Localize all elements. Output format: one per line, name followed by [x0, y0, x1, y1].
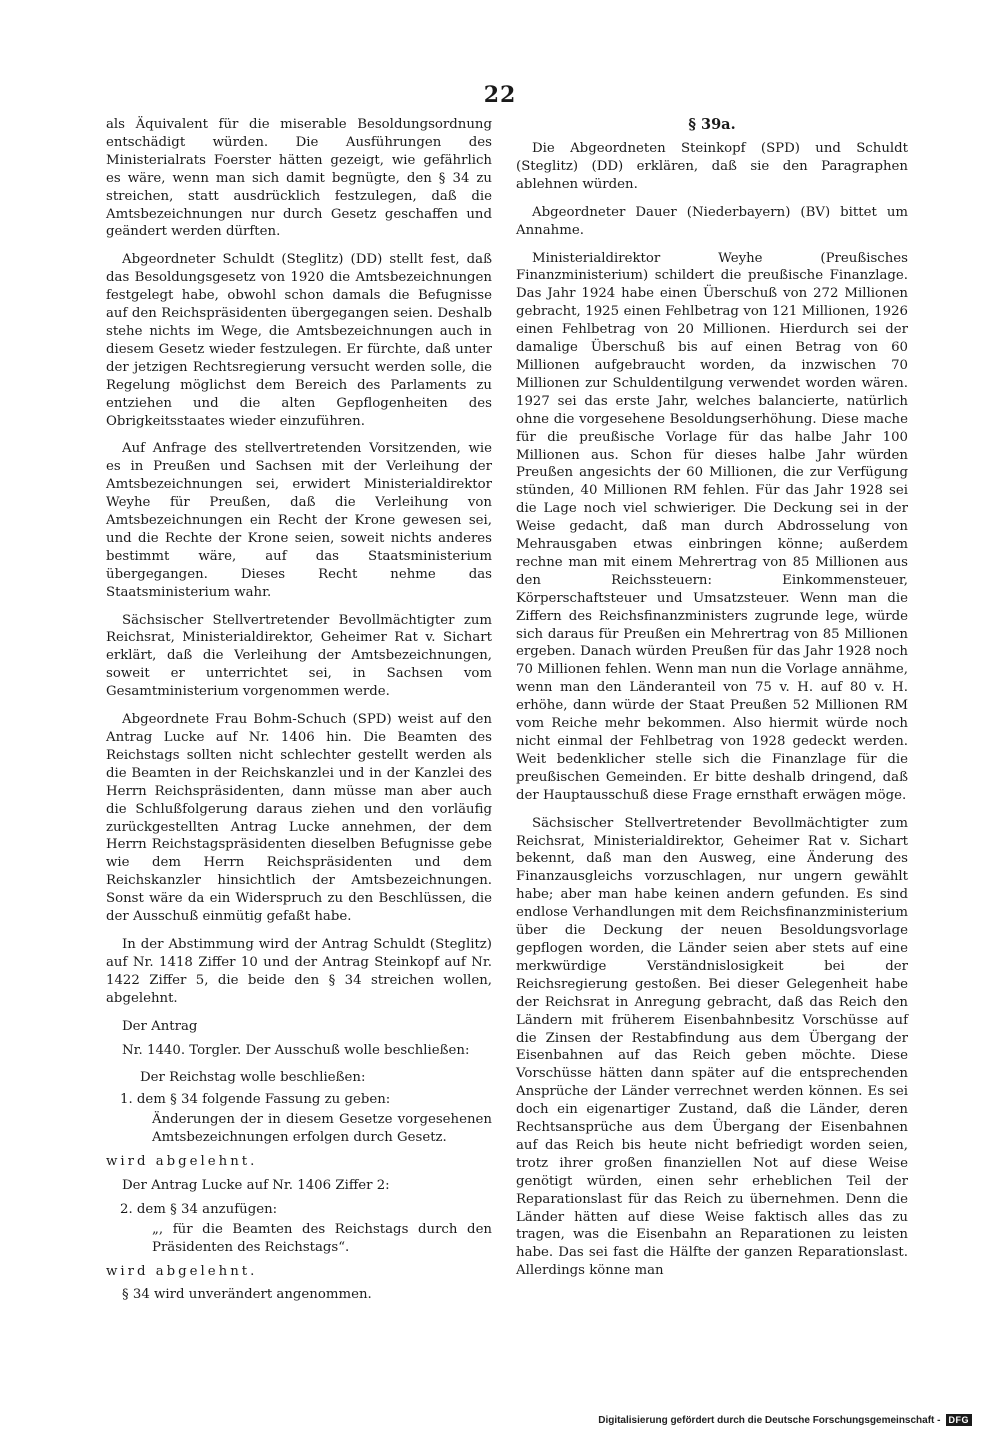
section-heading: § 39a.	[688, 116, 736, 133]
quote: „, für die Beamten des Reichstags durch den Präsidenten des Reichstags“.	[152, 1221, 492, 1255]
paragraph: Sächsischer Stellvertretender Bevollmächtigter zum Reichsrat, Ministerialdirektor, Geheimer Rat v. Sichart bekennt, daß man den Ausweg, eine Änderung des Finanzausgleichs vorzuschlagen, nur ungern gewählt habe; aber man habe keinen andern gefunden. Es sind endlose Verhandlungen mit dem Reichsfinanzministerium über die Deckung der neuen Besoldungsvorlage gepflogen worden, die Länder seien aber stets auf eine merkwürdige Verständnislosigkeit bei der Reichsregierung gestoßen. Bei dieser Gelegenheit habe der Reichsrat in Anregung gebracht, daß das Reich den Ländern mit früherem Eisenbahnbesitz Vorschüsse auf die Zinsen der Restabfindung aus dem Übergang der Eisenbahnen auf das Reich geben möchte. Diese Vorschüsse hätten dann später auf die entsprechenden Ansprüche der Länder verrechnet werden können. Es sei doch ein eigenartiger Zustand, daß die Länder, deren Rechtsansprüche aus dem Übergang der Eisenbahnen auf das Reich bis heute nicht befriedigt worden seien, trotz ihrer großen finanziellen Not auf diese Weise genötigt würden, einen sehr erheblichen Teil der Reparationslast für das Reich zu übernehmen. Denn die Länder hätten auf diese Weise faktisch alles das zu tragen, was die Eisenbahn an Reparationen zu leisten habe. Das sei fast die Hälfte der ganzen Reparationslast. Allerdings könne man	[516, 815, 908, 1279]
paragraph: In der Abstimmung wird der Antrag Schuldt (Steglitz) auf Nr. 1418 Ziffer 10 und der Antrag Steinkopf auf Nr. 1422 Ziffer 5, die beide den § 34 streichen wollen, abgelehnt.	[106, 936, 492, 1006]
dfg-logo-icon: DFG	[946, 1414, 973, 1426]
paragraph: Sächsischer Stellvertretender Bevollmächtigter zum Reichsrat, Ministerialdirektor, Geheimer Rat v. Sichart erklärt, daß die Verleihung der Amtsbezeichnungen, soweit er unterrichtet sei, in Sachsen vom Gesamtministerium vorgenommen werde.	[106, 612, 492, 700]
paragraph: Der Reichstag wolle beschließen:	[140, 1070, 366, 1086]
paragraph: Auf Anfrage des stellvertretenden Vorsitzenden, wie es in Preußen und Sachsen mit der Verleihung der Amtsbezeichnungen sei, erwidert Ministerialdirektor Weyhe für Preußen, daß die Verleihung von Amtsbezeichnungen ein Recht der Krone gewesen sei, und die Rechte der Krone seien, soweit nichts anderes bestimmt wäre, auf das Staatsministerium übergegangen. Dieses Recht nehme das Staatsministerium wahr.	[106, 441, 492, 600]
paragraph: Nr. 1440. Torgler. Der Ausschuß wolle beschließen:	[122, 1042, 470, 1058]
footer-text: Digitalisierung gefördert durch die Deutsche Forschungsgemeinschaft -	[598, 1414, 941, 1426]
right-column	[516, 116, 908, 1290]
quote: Änderungen der in diesem Gesetze vorgesehenen Amtsbezeichnungen erfolgen durch Gesetz.	[152, 1112, 492, 1146]
paragraph: Abgeordnete Frau Bohm-Schuch (SPD) weist auf den Antrag Lucke auf Nr. 1406 hin. Die Beamten des Reichstags sollten nicht schlechter gestellt werden als die Beamten in der Reichskanzlei und in der Kanzlei des Herrn Reichspräsidenten, dann müsse man aber auch die Schlußfolgerung daraus ziehen und den vorläufig zurückgestellten Antrag Lucke annehmen, der dem Herrn Reichstagspräsidenten dieselben Befugnisse gebe wie dem Herrn Reichspräsidenten und dem Reichskanzler hinsichtlich der Amtsbezeichnungen. Sonst wäre da ein Widerspruch zu den Beschlüssen, die der Ausschuß einmütig gefaßt habe.	[106, 712, 492, 925]
paragraph: Abgeordneter Dauer (Niederbayern) (BV) bittet um Annahme.	[516, 204, 908, 238]
page-number: 22	[483, 82, 517, 108]
paragraph: wird abgelehnt.	[106, 1154, 258, 1170]
paragraph: § 34 wird unverändert angenommen.	[122, 1287, 372, 1303]
paragraph: Die Abgeordneten Steinkopf (SPD) und Schuldt (Steglitz) (DD) erklären, daß sie den Paragraphen ablehnen würden.	[516, 141, 908, 192]
footer	[598, 1414, 972, 1426]
paragraph: Der Antrag	[122, 1018, 198, 1034]
paragraph: Ministerialdirektor Weyhe (Preußisches Finanzministerium) schildert die preußische Finanzlage. Das Jahr 1924 habe einen Überschuß von 272 Millionen gebracht, 1925 einen Fehlbetrag von 121 Millionen, 1926 einen Fehlbetrag von 20 Millionen. Hierdurch sei der damalige Überschuß bis auf einen Betrag von 60 Millionen aufgebraucht worden, da inzwischen 70 Millionen zur Schuldentilgung verwendet worden wären. 1927 sei das erste Jahr, welches balancierte, natürlich ohne die vorgesehene Besoldungserhöhung. Diese mache für die preußische Vorlage für das halbe Jahr 100 Millionen aus. Schon für dieses halbe Jahr würden Preußen angesichts der 60 Millionen, die zur Verfügung stünden, 40 Millionen RM fehlen. Für das Jahr 1928 sei die Lage noch viel schwieriger. Die Deckung sei in der Weise gedacht, daß man durch Abdrosselung von Mehrausgaben etwas einbringen könne; außerdem rechne man mit einem Mehrertrag von 85 Millionen aus den Reichssteuern: Einkommensteuer, Körperschaftsteuer und Umsatzsteuer. Wenn man die Ziffern des Reichsfinanzministers zugrunde lege, würde sich daraus für Preußen ein Mehrertrag von 85 Millionen ergeben. Danach würden Preußen für das Jahr 1928 noch 70 Millionen fehlen. Wenn man nun die Vorlage annähme, wenn man den Länderanteil von 75 v. H. auf 80 v. H. erhöhe, dann würde der Staat Preußen 52 Millionen RM vom Reiche mehr bekommen. Also hiermit würde noch nicht einmal der Fehlbetrag von 1928 gedeckt werden. Weit bedenklicher stelle sich die Finanzlage für die preußischen Gemeinden. Er bitte deshalb dringend, daß der Hauptausschuß diese Frage ernsthaft erwägen möge.	[516, 250, 908, 803]
paragraph: Abgeordneter Schuldt (Steglitz) (DD) stellt fest, daß das Besoldungsgesetz von 1920 die Amtsbezeichnungen festgelegt habe, obwohl schon damals die Befugnisse auf den Reichspräsidenten übergegangen seien. Deshalb stehe nichts im Wege, die Amtsbezeichnungen auch in diesem Gesetz wieder festzulegen. Er fürchte, daß unter der jetzigen Rechtsregierung versucht werden solle, die Regelung möglichst dem Bereich des Parlaments zu entziehen und die alten Gepflogenheiten des Obrigkeitsstaates wieder einzuführen.	[106, 252, 492, 429]
list-item: 2. dem § 34 anzufügen:	[120, 1201, 278, 1217]
left-column	[106, 116, 492, 1310]
paragraph: als Äquivalent für die miserable Besoldungsordnung entschädigt würden. Die Ausführungen des Ministerialrats Foerster hätten gezeigt, wie gefährlich es wäre, wenn man sich damit begnügte, den § 34 zu streichen, statt ausdrücklich festzulegen, daß die Amtsbezeichnungen nur durch Gesetz geschaffen und geändert werden dürften.	[106, 117, 492, 240]
list-item: 1. dem § 34 folgende Fassung zu geben:	[120, 1092, 391, 1108]
paragraph: Der Antrag Lucke auf Nr. 1406 Ziffer 2:	[122, 1177, 390, 1193]
paragraph: wird abgelehnt.	[106, 1263, 258, 1279]
